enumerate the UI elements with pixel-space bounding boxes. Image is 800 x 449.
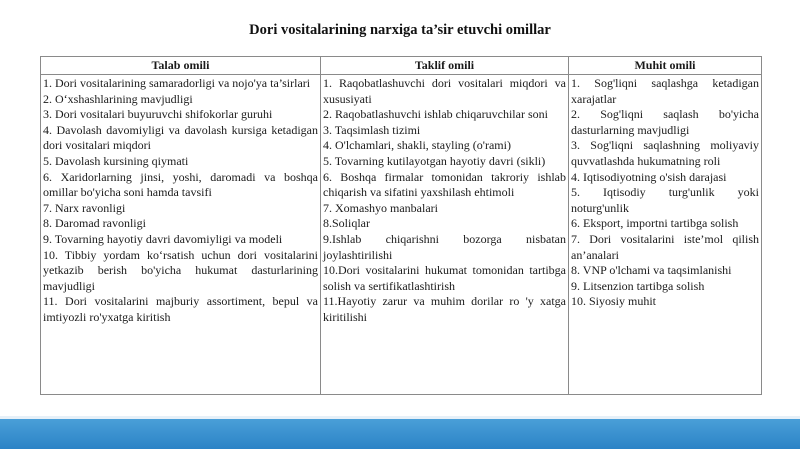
list-item: 9. Tovarning hayotiy davri davomiyligi va modeli: [43, 231, 283, 246]
list-item: 7. Dori vositalarini iste’mol qilish an’analari: [571, 231, 759, 262]
list-item: 8. Daromad ravonligi: [43, 216, 146, 231]
list-item: 1. Sog'liqni saqlashga ketadigan xarajatlar: [571, 76, 759, 106]
list-item: 2. Raqobatlashuvchi ishlab chiqaruvchilar soni: [323, 107, 548, 122]
list-item: 2. O‘xshashlarining mavjudligi: [43, 91, 193, 106]
list-item: 1. Dori vositalarining samaradorligi va nojo'ya ta’sirlari: [43, 76, 311, 90]
list-item: 6. Boshqa firmalar tomonidan takroriy ishlab chiqarish va sifatini yaxshilash ehtimoli: [323, 169, 566, 200]
factors-table: [40, 56, 762, 395]
demand-factors-cell: [41, 75, 321, 395]
list-item: 11. Dori vositalarini majburiy assortiment, bepul va imtiyozli ro'yxatga kiritish: [43, 294, 318, 324]
list-item: 8. VNP o'lchami va taqsimlanishi: [571, 263, 732, 278]
list-item: 2. Sog'liqni saqlash bo'yicha dasturlarning mavjudligi: [571, 107, 759, 137]
list-item: 7. Xomashyo manbalari: [323, 200, 438, 215]
list-item: 9. Litsenzion tartibga solish: [571, 278, 705, 293]
list-item: 5. Iqtisodiy turg'unlik yoki noturg'unlik: [571, 185, 759, 215]
list-item: 3. Dori vositalari buyuruvchi shifokorlar guruhi: [43, 107, 273, 122]
environment-factors-cell: [569, 75, 762, 395]
supply-factors-cell: [321, 75, 569, 395]
list-item: 7. Narx ravonligi: [43, 200, 126, 215]
list-item: 4. O'lchamlari, shakli, stayling (o'rami): [323, 138, 511, 153]
footer-bar: [0, 419, 800, 449]
list-item: 8.Soliqlar: [323, 216, 370, 231]
list-item: 10.Dori vositalarini hukumat tomonidan tartibga solish va sertifikatlashtirish: [323, 263, 566, 293]
list-item: 3. Sog'liqni saqlashning moliyaviy quvvatlashda hukumatning roli: [571, 138, 759, 168]
list-item: 9.Ishlab chiqarishni bozorga nisbatan joylashtirilishi: [323, 231, 566, 262]
list-item: 5. Davolash kursining qiymati: [43, 153, 189, 168]
column-header-environment: Muhit omili: [569, 57, 762, 75]
list-item: 4. Davolash davomiyligi va davolash kursiga ketadigan dori vositalari miqdori: [43, 122, 318, 153]
list-item: 11.Hayotiy zarur va muhim dorilar ro 'y xatga kiritilishi: [323, 294, 566, 324]
list-item: 3. Taqsimlash tizimi: [323, 122, 421, 137]
list-item: 6. Eksport, importni tartibga solish: [571, 216, 739, 231]
list-item: 5. Tovarning kutilayotgan hayotiy davri (sikli): [323, 153, 546, 168]
list-item: 4. Iqtisodiyotning o'sish darajasi: [571, 169, 727, 184]
table-row: [41, 75, 762, 395]
column-header-supply: Taklif omili: [321, 57, 569, 75]
list-item: 1. Raqobatlashuvchi dori vositalari miqdori va xususiyati: [323, 76, 566, 106]
list-item: 10. Tibbiy yordam ko‘rsatish uchun dori vositalarini yetkazib berish bo'yicha hukumat dasturlarining mavjudligi: [43, 247, 318, 293]
column-header-demand: Talab omili: [41, 57, 321, 75]
list-item: 6. Xaridorlarning jinsi, yoshi, daromadi va boshqa omillar bo'yicha soni hamda tavsifi: [43, 169, 318, 200]
list-item: 10. Siyosiy muhit: [571, 294, 657, 309]
table-header-row: [41, 57, 762, 75]
page-title: Dori vositalarining narxiga ta’sir etuvchi omillar: [249, 22, 551, 38]
